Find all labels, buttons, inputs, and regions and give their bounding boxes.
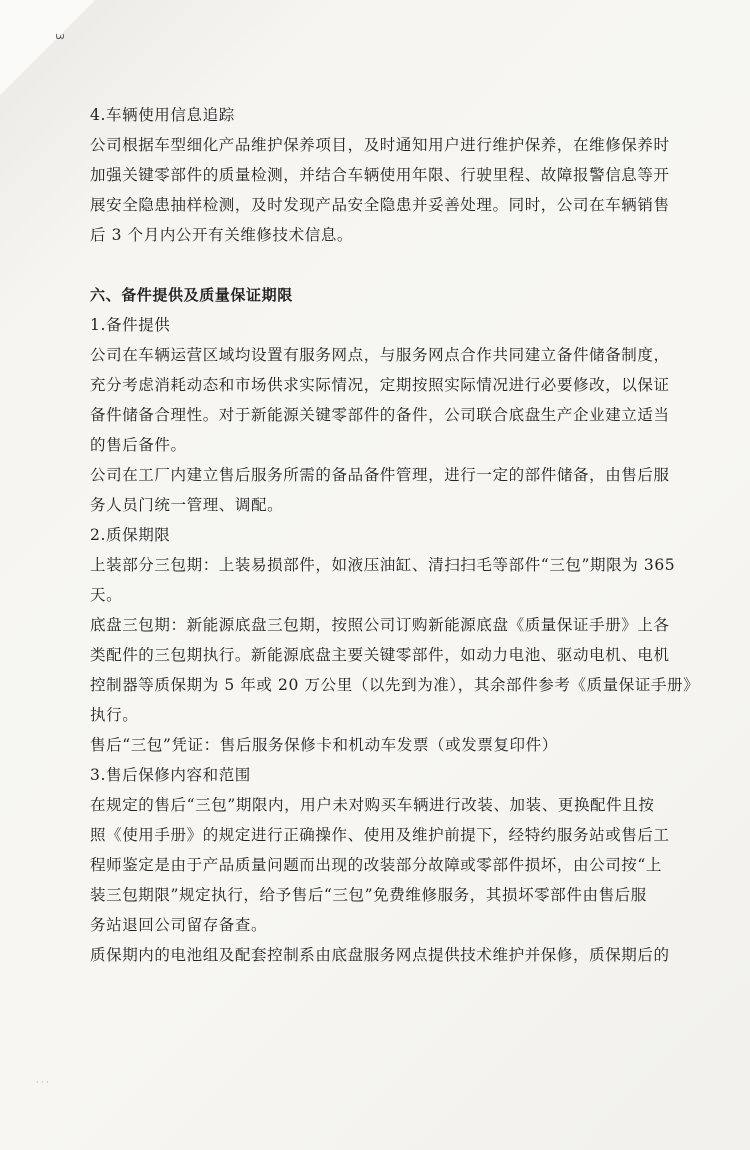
paragraph-line: 质保期内的电池组及配套控制系由底盘服务网点提供技术维护并保修，质保期后的 [90,946,670,964]
paragraph-line: 执行。 [90,706,139,724]
paragraph-line: 展安全隐患抽样检测，及时发现产品安全隐患并妥善处理。同时，公司在车辆销售 [90,196,670,214]
paragraph-line: 的售后备件。 [90,436,187,454]
paragraph-line: 备件储备合理性。对于新能源关键零部件的备件，公司联合底盘生产企业建立适当 [90,406,670,424]
paragraph-line: 公司根据车型细化产品维护保养项目，及时通知用户进行维护保养，在维修保养时 [90,136,670,154]
document-body [90,100,700,970]
paragraph-line: 充分考虑消耗动态和市场供求实际情况，定期按照实际情况进行必要修改，以保证 [90,376,670,394]
subsection-2-title: 2.质保期限 [90,526,171,544]
section-4-title: 4.车辆使用信息追踪 [90,106,235,124]
spacer [90,250,650,280]
paragraph-line: 公司在工厂内建立售后服务所需的备品备件管理，进行一定的部件储备，由售后服 [90,466,670,484]
paragraph-line: 在规定的售后“三包”期限内，用户未对购买车辆进行改装、加装、更换配件且按 [90,796,655,814]
subsection-1-title: 1.备件提供 [90,316,171,334]
subsection-3-title: 3.售后保修内容和范围 [90,766,251,784]
paragraph-line: 售后“三包”凭证：售后服务保修卡和机动车发票（或发票复印件） [90,736,558,754]
paragraph-line: 底盘三包期：新能源底盘三包期，按照公司订购新能源底盘《质量保证手册》上各 [90,616,670,634]
page-fold [0,0,95,95]
paragraph-line: 天。 [90,586,123,604]
paragraph-line: 加强关键零部件的质量检测，并结合车辆使用年限、行驶里程、故障报警信息等开 [90,166,670,184]
paragraph-line: 控制器等质保期为 5 年或 20 万公里（以先到为准），其余部件参考《质量保证手册》 [90,676,700,694]
paragraph-line: 务站退回公司留存备查。 [90,916,268,934]
paragraph-line: 程师鉴定是由于产品质量问题而出现的改装部分故障或零部件损坏，由公司按“上 [90,856,663,874]
paragraph-line: 装三包期限”规定执行，给予售后“三包”免费维修服务，其损坏零部件由售后服 [90,886,647,904]
page-number-mark: 3 [53,33,66,40]
paragraph-line: 上装部分三包期：上装易损部件，如液压油缸、清扫扫毛等部件“三包”期限为 365 [90,556,676,574]
scan-specks: · · · [36,1078,49,1087]
paragraph-line: 公司在车辆运营区域均设置有服务网点，与服务网点合作共同建立备件储备制度， [90,346,670,364]
section-6-heading: 六、备件提供及质量保证期限 [90,286,293,304]
paragraph-line: 务人员门统一管理、调配。 [90,496,284,514]
paragraph-line: 类配件的三包期执行。新能源底盘主要关键零部件，如动力电池、驱动电机、电机 [90,646,670,664]
paragraph-line: 照《使用手册》的规定进行正确操作、使用及维护前提下，经特约服务站或售后工 [90,826,670,844]
paragraph-line: 后 3 个月内公开有关维修技术信息。 [90,226,354,244]
